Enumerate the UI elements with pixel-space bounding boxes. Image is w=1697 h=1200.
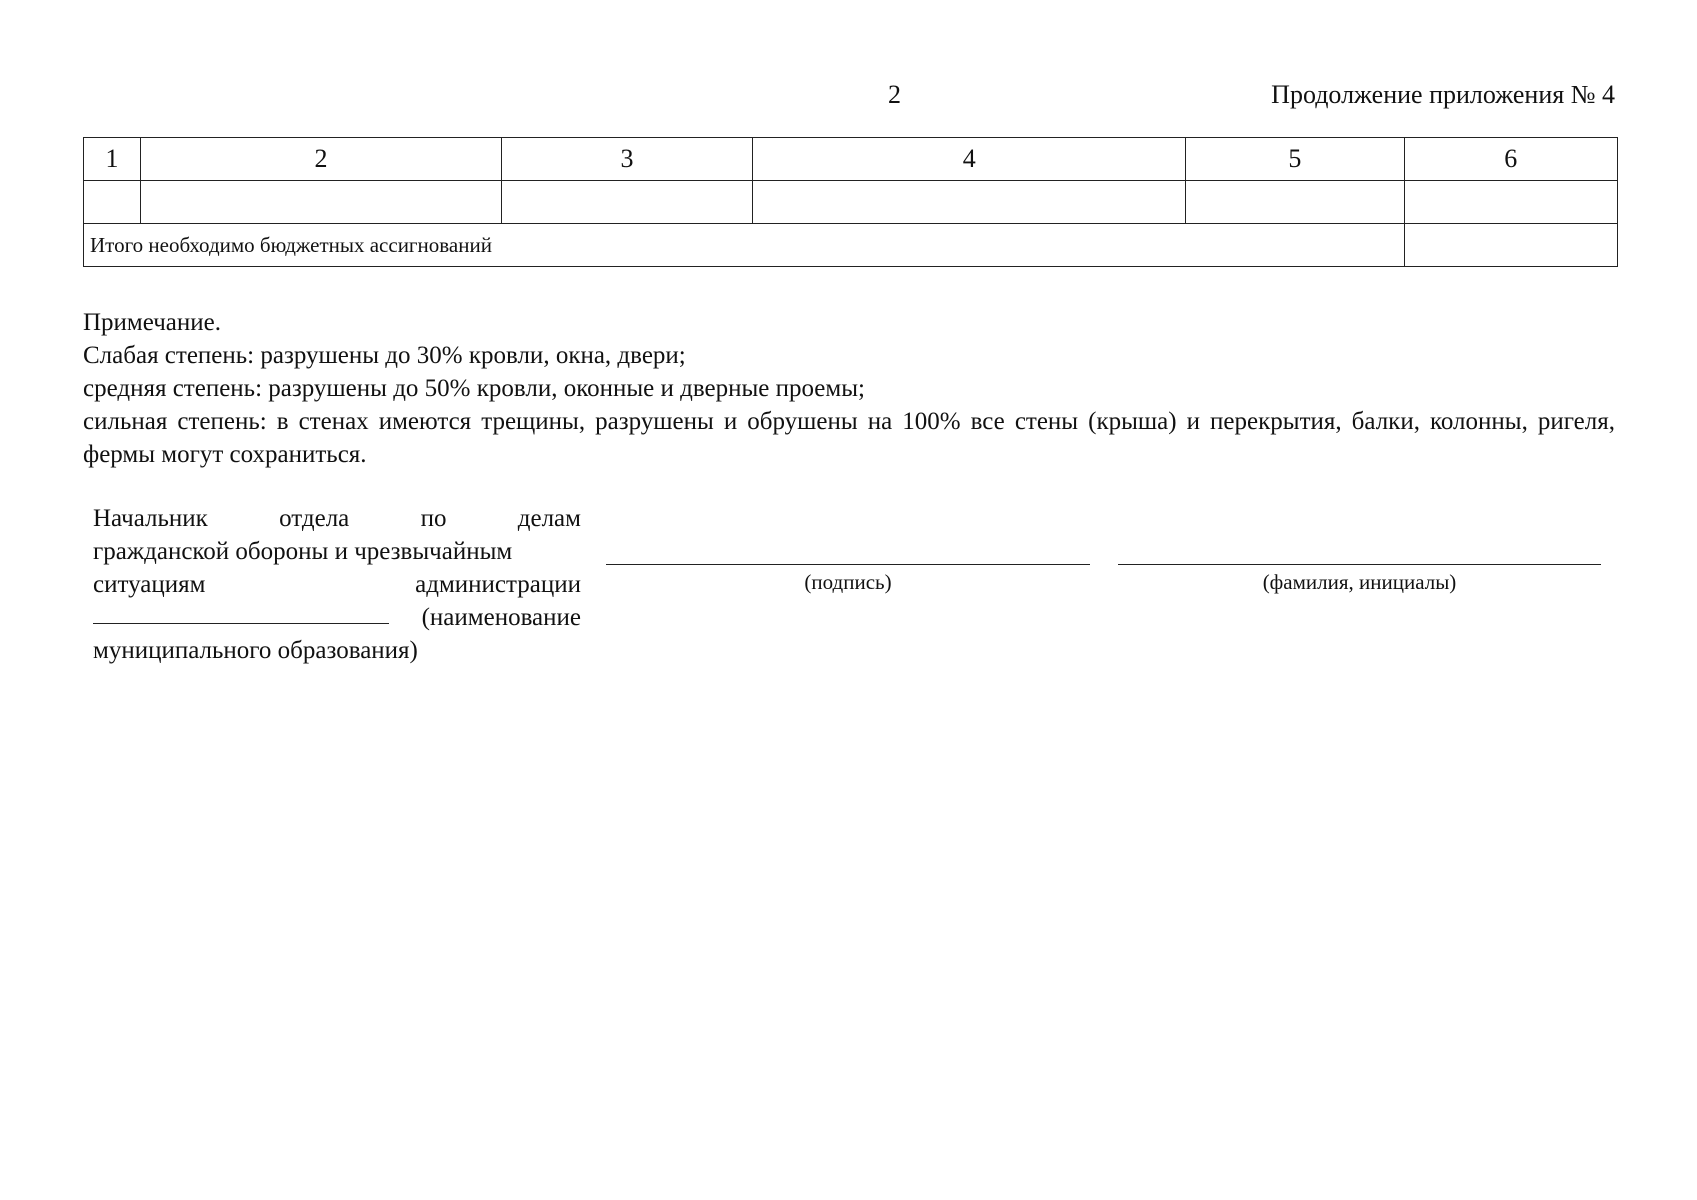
name-line (1118, 564, 1601, 565)
budget-table (83, 137, 1618, 267)
column-number: 3 (501, 138, 752, 181)
appendix-label: Продолжение приложения № 4 (1271, 80, 1615, 109)
total-value-cell (1404, 224, 1617, 267)
table-cell (1186, 181, 1404, 224)
note-block (83, 306, 1615, 471)
signer-line (93, 502, 581, 535)
signer-word: (наименование (421, 604, 581, 631)
signer-line: муниципального образования) (93, 637, 418, 664)
municipality-blank-line (93, 601, 389, 624)
name-caption: (фамилия, инициалы) (1262, 570, 1457, 594)
signer-line: гражданской обороны и чрезвычайным (93, 538, 513, 565)
note-line: средняя степень: разрушены до 50% кровли, оконные и дверные проемы; (83, 375, 865, 402)
table-cell (141, 181, 502, 224)
table-cell (84, 181, 141, 224)
table-cell (753, 181, 1186, 224)
signer-position (93, 502, 581, 667)
signer-word: по (420, 505, 447, 532)
signer-line (93, 601, 581, 634)
signer-word: Начальник (93, 505, 208, 532)
column-number: 2 (141, 138, 502, 181)
signer-word: делам (517, 505, 581, 532)
signature-line (606, 564, 1090, 565)
table-row (84, 181, 1618, 224)
signer-line (93, 568, 581, 601)
total-label: Итого необходимо бюджетных ассигнований (84, 224, 1405, 267)
column-number: 1 (84, 138, 141, 181)
column-number: 4 (753, 138, 1186, 181)
column-number: 5 (1186, 138, 1404, 181)
note-line: Слабая степень: разрушены до 30% кровли, окна, двери; (83, 342, 686, 369)
signature-caption: (подпись) (804, 570, 892, 594)
signer-word: ситуациям (93, 571, 206, 598)
signer-word: отдела (279, 505, 350, 532)
note-title: Примечание. (83, 309, 222, 336)
signer-word: администрации (415, 571, 581, 598)
page-number: 2 (888, 80, 901, 109)
note-line: сильная степень: в стенах имеются трещины, разрушены и обрушены на 100% все стены (крыша) и перекрытия, балки, колонны, ригеля, фермы могут сохраниться. (83, 408, 1615, 468)
table-total-row (84, 224, 1618, 267)
table-cell (501, 181, 752, 224)
column-number: 6 (1404, 138, 1617, 181)
table-header-row (84, 138, 1618, 181)
table-cell (1404, 181, 1617, 224)
